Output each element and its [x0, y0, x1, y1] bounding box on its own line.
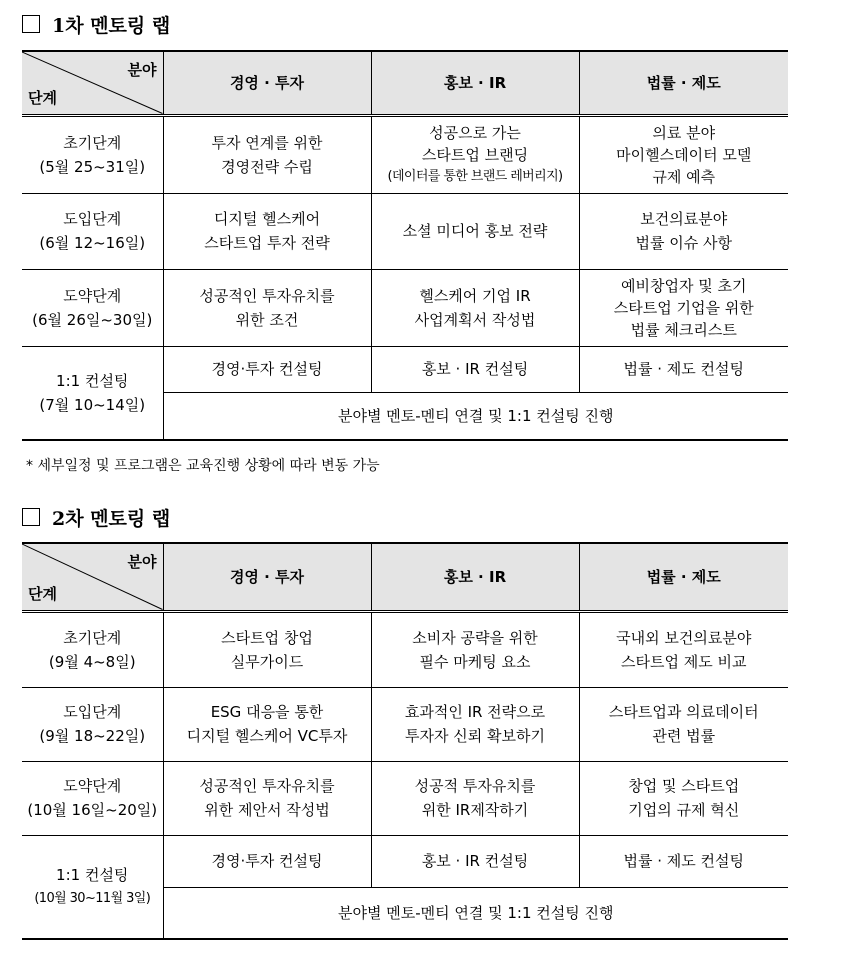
stage-cell: 초기단계 (5월 25~31일)	[22, 115, 163, 193]
content-cell: 소셜 미디어 홍보 전략	[371, 193, 579, 269]
content-cell: 성공적인 투자유치를 위한 제안서 작성법	[163, 761, 371, 835]
stage-cell: 초기단계 (9월 4~8일)	[22, 611, 163, 687]
table-row	[22, 687, 788, 761]
corner-label-stage: 단계	[28, 584, 57, 603]
section2-title	[22, 503, 170, 531]
content-cell: 투자 연계를 위한 경영전략 수립	[163, 115, 371, 193]
table-row	[22, 269, 788, 346]
stage-cell: 도약단계 (10월 16일~20일)	[22, 761, 163, 835]
section1-table	[22, 50, 788, 441]
consult-cell: 홍보 · IR 컨설팅	[371, 835, 579, 887]
section1-corner-cell	[22, 51, 163, 115]
content-cell: 소비자 공략을 위한 필수 마케팅 요소	[371, 611, 579, 687]
table-row	[22, 611, 788, 687]
consult-span-cell: 분야별 멘토-멘티 연결 및 1:1 컨설팅 진행	[163, 887, 788, 939]
stage-cell: 1:1 컨설팅 (10월 30~11월 3일)	[22, 835, 163, 939]
section1-title-text: 1차 멘토링 랩	[52, 14, 171, 37]
content-cell: 디지털 헬스케어 스타트업 투자 전략	[163, 193, 371, 269]
consult-span-cell: 분야별 멘토-멘티 연결 및 1:1 컨설팅 진행	[163, 392, 788, 440]
content-cell: ESG 대응을 통한 디지털 헬스케어 VC투자	[163, 687, 371, 761]
table-row	[22, 346, 788, 392]
consult-cell: 경영·투자 컨설팅	[163, 835, 371, 887]
table-row	[22, 835, 788, 887]
content-cell: 효과적인 IR 전략으로 투자자 신뢰 확보하기	[371, 687, 579, 761]
section2-corner-cell	[22, 543, 163, 611]
header-col3: 법률 · 제도	[579, 51, 788, 115]
stage-cell: 도입단계 (6월 12~16일)	[22, 193, 163, 269]
checkbox-square-icon	[22, 508, 40, 526]
header-col2: 홍보 · IR	[371, 51, 579, 115]
content-cell: 성공적 투자유치를 위한 IR제작하기	[371, 761, 579, 835]
content-cell: 창업 및 스타트업 기업의 규제 혁신	[579, 761, 788, 835]
content-cell: 스타트업과 의료데이터 관련 법률	[579, 687, 788, 761]
table-row	[22, 761, 788, 835]
stage-cell: 1:1 컨설팅 (7월 10~14일)	[22, 346, 163, 440]
content-cell: 국내외 보건의료분야 스타트업 제도 비교	[579, 611, 788, 687]
header-col1: 경영 · 투자	[163, 51, 371, 115]
section1-header-row	[22, 51, 788, 115]
consult-cell: 경영·투자 컨설팅	[163, 346, 371, 392]
section1-title	[22, 10, 170, 38]
header-col1: 경영 · 투자	[163, 543, 371, 611]
corner-label-stage: 단계	[28, 88, 57, 107]
section2-header-row	[22, 543, 788, 611]
content-cell: 예비창업자 및 초기 스타트업 기업을 위한 법률 체크리스트	[579, 269, 788, 346]
corner-label-field: 분야	[127, 553, 157, 571]
stage-cell: 도입단계 (9월 18~22일)	[22, 687, 163, 761]
stage-cell: 도약단계 (6월 26일~30일)	[22, 269, 163, 346]
table-row	[22, 115, 788, 193]
schedule-note: * 세부일정 및 프로그램은 교육진행 상황에 따라 변동 가능	[26, 458, 380, 474]
checkbox-square-icon	[22, 15, 40, 33]
content-cell: 보건의료분야 법률 이슈 사항	[579, 193, 788, 269]
content-cell: 성공적인 투자유치를 위한 조건	[163, 269, 371, 346]
consult-cell: 법률 · 제도 컨설팅	[579, 835, 788, 887]
header-col3: 법률 · 제도	[579, 543, 788, 611]
content-cell: 의료 분야 마이헬스데이터 모델 규제 예측	[579, 115, 788, 193]
table-row	[22, 193, 788, 269]
content-cell: 성공으로 가는 스타트업 브랜딩 (데이터를 통한 브랜드 레버리지)	[371, 115, 579, 193]
consult-cell: 법률 · 제도 컨설팅	[579, 346, 788, 392]
header-col2: 홍보 · IR	[371, 543, 579, 611]
section2-table	[22, 542, 788, 940]
consult-cell: 홍보 · IR 컨설팅	[371, 346, 579, 392]
content-cell: 스타트업 창업 실무가이드	[163, 611, 371, 687]
section2-title-text: 2차 멘토링 랩	[52, 507, 171, 530]
content-cell: 헬스케어 기업 IR 사업계획서 작성법	[371, 269, 579, 346]
corner-label-field: 분야	[127, 61, 157, 79]
